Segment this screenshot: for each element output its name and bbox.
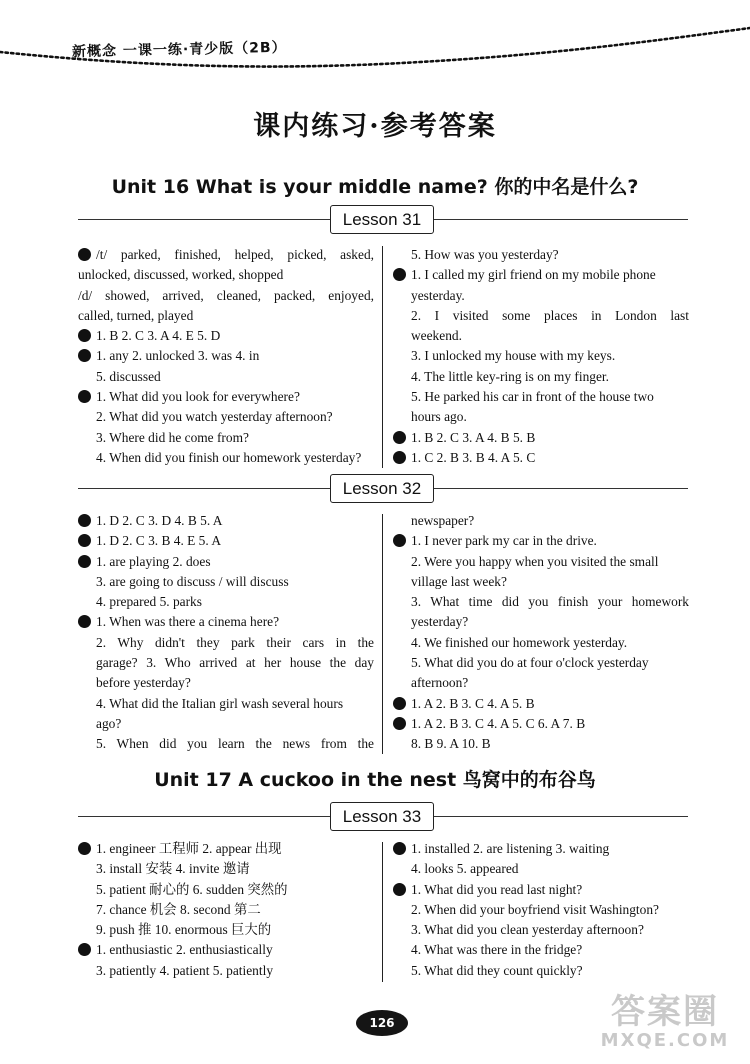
answer-text: 1. C 2. B 3. B 4. A 5. C <box>411 449 536 465</box>
answer-line <box>393 653 689 673</box>
column-divider-31 <box>382 246 383 468</box>
answer-text: 1. A 2. B 3. C 4. A 5. B <box>411 695 535 711</box>
lesson-33-left-column <box>78 839 374 981</box>
answer-line <box>78 633 374 653</box>
site-watermark <box>590 994 740 1056</box>
answer-text: 1. enthusiastic 2. enthusiastically <box>96 942 273 958</box>
answer-text: unlocked, discussed, worked, shopped <box>78 267 284 283</box>
answer-text: hours ago. <box>411 409 467 425</box>
answer-line <box>78 387 374 407</box>
answer-text: 5. discussed <box>96 368 161 384</box>
answer-line <box>78 653 374 673</box>
answer-text: 4. We finished our homework yesterday. <box>411 634 628 650</box>
section-number-icon <box>393 697 406 710</box>
answer-line <box>78 839 374 859</box>
answer-text: 1. I called my girl friend on my mobile phone <box>411 267 656 283</box>
answer-text: 5. patient 耐心的 6. sudden 突然的 <box>96 881 288 897</box>
section-number-icon <box>393 883 406 896</box>
answer-line <box>78 714 374 734</box>
answer-text: weekend. <box>411 328 462 344</box>
answer-text: 4. prepared 5. parks <box>96 594 202 610</box>
answer-text: 3. are going to discuss / will discuss <box>96 573 289 589</box>
column-divider-32 <box>382 514 383 754</box>
answer-line <box>78 245 374 265</box>
section-number-icon <box>78 329 91 342</box>
answer-text: garage? 3. Who arrived at her house the day <box>96 655 374 671</box>
lesson-31-label: Lesson 31 <box>330 205 434 234</box>
answer-text: 3. Where did he come from? <box>96 429 249 445</box>
answer-text: 2. What did you watch yesterday afternoon? <box>96 409 333 425</box>
answer-text: yesterday. <box>411 287 465 303</box>
answer-line <box>78 734 374 754</box>
answer-line <box>78 448 374 468</box>
section-number-icon <box>78 615 91 628</box>
answer-line <box>78 694 374 714</box>
answer-line <box>393 734 689 754</box>
answer-line <box>393 286 689 306</box>
lesson-33-rule-right <box>434 816 688 817</box>
lesson-32-right-column <box>393 511 689 755</box>
answer-line <box>393 633 689 653</box>
answer-text: 5. What did you do at four o'clock yesterday <box>411 655 649 671</box>
answer-line <box>78 346 374 366</box>
lesson-33-label: Lesson 33 <box>330 802 434 831</box>
answer-text: before yesterday? <box>96 675 191 691</box>
answer-text: 1. What did you read last night? <box>411 881 583 897</box>
answer-line <box>393 612 689 632</box>
section-number-icon <box>393 717 406 730</box>
answer-line <box>78 265 374 285</box>
lesson-32-rule-right <box>434 488 688 489</box>
section-number-icon <box>393 431 406 444</box>
lesson-31-left-column <box>78 245 374 468</box>
answer-line <box>78 880 374 900</box>
answer-line <box>78 612 374 632</box>
answer-text: 1. installed 2. are listening 3. waiting <box>411 841 610 856</box>
answer-line <box>393 531 689 551</box>
answer-line <box>78 326 374 346</box>
header-band <box>0 0 750 70</box>
section-number-icon <box>78 514 91 527</box>
answer-text: 3. What time did you finish your homework <box>411 594 689 610</box>
answer-text: 3. What did you clean yesterday afternoon? <box>411 922 644 938</box>
answer-line <box>393 673 689 693</box>
lesson-33-right-column <box>393 839 689 981</box>
answer-text: 5. When did you learn the news from the <box>96 736 374 752</box>
answer-text: ago? <box>96 715 122 731</box>
answer-text: 1. B 2. C 3. A 4. B 5. B <box>411 429 536 445</box>
answer-text: 8. B 9. A 10. B <box>411 736 491 752</box>
answer-text: afternoon? <box>411 675 469 691</box>
answer-text: 4. looks 5. appeared <box>411 861 519 877</box>
answer-line <box>78 286 374 306</box>
answer-line <box>78 306 374 326</box>
section-number-icon <box>78 943 91 956</box>
answer-text: 5. He parked his car in front of the house two <box>411 389 654 405</box>
answer-text: called, turned, played <box>78 307 194 323</box>
answer-line <box>393 940 689 960</box>
answer-line <box>393 694 689 714</box>
answer-text: 2. Why didn't they park their cars in the <box>96 634 374 650</box>
answer-text: 3. patiently 4. patient 5. patiently <box>96 962 274 978</box>
section-number-icon <box>393 451 406 464</box>
answer-line <box>393 407 689 427</box>
column-divider-33 <box>382 842 383 982</box>
answer-text: 2. When did your boyfriend visit Washington? <box>411 901 659 917</box>
answer-line <box>393 880 689 900</box>
answer-line <box>393 387 689 407</box>
answer-text: 4. The little key-ring is on my finger. <box>411 368 609 384</box>
answer-text: 3. I unlocked my house with my keys. <box>411 348 616 364</box>
answer-line <box>78 531 374 551</box>
answer-text: 1. What did you look for everywhere? <box>96 389 300 405</box>
answer-text: 3. install 安装 4. invite 邀请 <box>96 861 250 877</box>
answer-text: 4. What was there in the fridge? <box>411 942 583 958</box>
section-number-icon <box>393 268 406 281</box>
answer-line <box>78 367 374 387</box>
answer-line <box>78 428 374 448</box>
answer-text: 1. B 2. C 3. A 4. E 5. D <box>96 328 221 344</box>
answer-line <box>393 367 689 387</box>
unit-17-title: Unit 17 A cuckoo in the nest 鸟窝中的布谷鸟 <box>154 769 596 791</box>
answer-text: 7. chance 机会 8. second 第二 <box>96 901 261 917</box>
answer-line <box>78 940 374 960</box>
page-title: 课内练习·参考答案 <box>253 111 497 142</box>
answer-text: 1. D 2. C 3. B 4. E 5. A <box>96 533 221 549</box>
series-title: 新概念 一课一练·青少版（2B） <box>71 39 287 61</box>
answer-line <box>78 961 374 981</box>
answer-text: 9. push 推 10. enormous 巨大的 <box>96 922 272 938</box>
answer-text: 1. any 2. unlocked 3. was 4. in <box>96 348 260 364</box>
answer-line <box>393 572 689 592</box>
lesson-32-left-column <box>78 511 374 755</box>
answer-line <box>393 961 689 981</box>
lesson-32-label: Lesson 32 <box>330 474 434 503</box>
answer-text: /t/ parked, finished, helped, picked, asked, <box>96 247 374 262</box>
lesson-31-rule-left <box>78 219 330 220</box>
section-number-icon <box>78 842 91 855</box>
answer-line <box>78 592 374 612</box>
answer-text: 5. How was you yesterday? <box>411 247 559 262</box>
answer-text: 1. are playing 2. does <box>96 553 211 569</box>
answer-line <box>393 859 689 879</box>
answer-line <box>393 265 689 285</box>
answer-text: 4. What did the Italian girl wash several hours <box>96 695 344 711</box>
answer-line <box>78 511 374 531</box>
answer-line <box>393 306 689 326</box>
answer-text: yesterday? <box>411 614 469 630</box>
watermark-logo-text: 答案圈 <box>611 992 719 1032</box>
answer-text: newspaper? <box>411 513 475 528</box>
answer-line <box>78 552 374 572</box>
answer-line <box>78 920 374 940</box>
section-number-icon <box>393 534 406 547</box>
answer-line <box>393 245 689 265</box>
answer-text: village last week? <box>411 573 507 589</box>
answer-line <box>393 839 689 859</box>
answer-line <box>393 920 689 940</box>
answer-line <box>393 592 689 612</box>
section-number-icon <box>393 842 406 855</box>
page-number: 126 <box>356 1010 408 1036</box>
answer-line <box>393 511 689 531</box>
section-number-icon <box>78 349 91 362</box>
answer-text: 5. What did they count quickly? <box>411 962 583 978</box>
watermark-site-text: MXQE.COM <box>600 1030 730 1051</box>
lesson-33-rule-left <box>78 816 330 817</box>
answer-text: 2. I visited some places in London last <box>411 307 689 323</box>
answer-line <box>393 552 689 572</box>
answer-line <box>78 859 374 879</box>
answer-line <box>393 326 689 346</box>
answer-line <box>78 900 374 920</box>
answer-text: /d/ showed, arrived, cleaned, packed, enjoyed, <box>78 287 374 303</box>
lesson-32-rule-left <box>78 488 330 489</box>
lesson-31-right-column <box>393 245 689 468</box>
answer-line <box>78 407 374 427</box>
answer-line <box>393 346 689 366</box>
answer-text: 1. A 2. B 3. C 4. A 5. C 6. A 7. B <box>411 715 586 731</box>
answer-text: 1. When was there a cinema here? <box>96 614 280 630</box>
section-number-icon <box>78 390 91 403</box>
answer-text: 1. D 2. C 3. D 4. B 5. A <box>96 513 223 528</box>
answer-text: 1. engineer 工程师 2. appear 出现 <box>96 841 282 856</box>
answer-text: 2. Were you happy when you visited the small <box>411 553 659 569</box>
answer-line <box>393 714 689 734</box>
unit-16-title: Unit 16 What is your middle name? 你的中名是什么? <box>111 176 639 198</box>
section-number-icon <box>78 534 91 547</box>
answer-line <box>393 428 689 448</box>
answer-text: 4. When did you finish our homework yesterday? <box>96 449 362 465</box>
section-number-icon <box>78 248 91 261</box>
answer-line <box>393 448 689 468</box>
answer-line <box>78 673 374 693</box>
lesson-31-rule-right <box>434 219 688 220</box>
section-number-icon <box>78 555 91 568</box>
answer-line <box>393 900 689 920</box>
answer-text: 1. I never park my car in the drive. <box>411 533 597 549</box>
answer-line <box>78 572 374 592</box>
